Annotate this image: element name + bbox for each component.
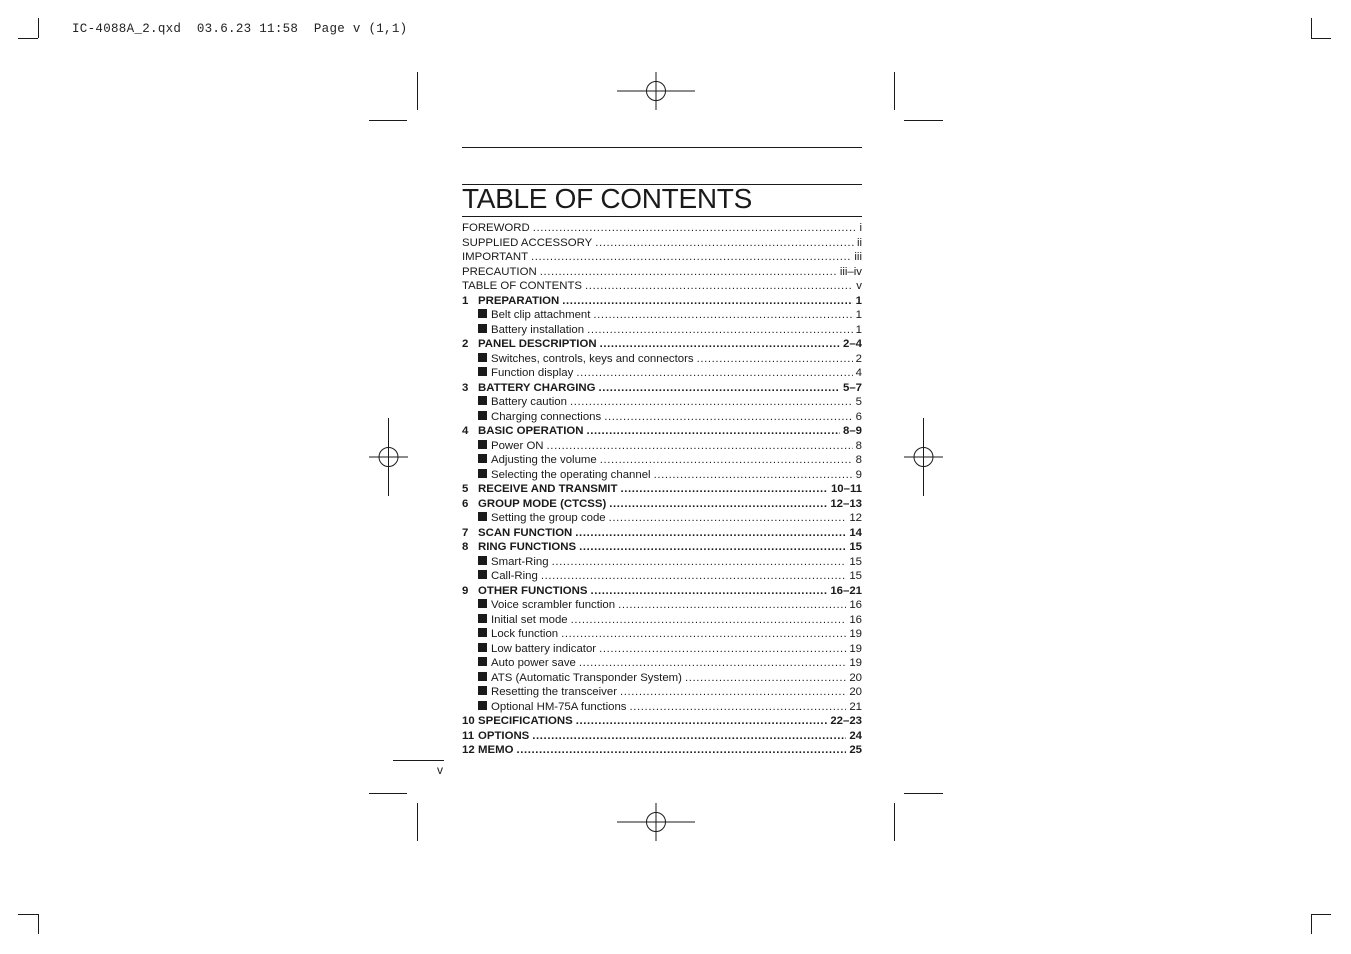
toc-entry[interactable] <box>462 352 862 367</box>
toc-entry-label: PREPARATION <box>478 294 560 307</box>
dot-leader <box>599 642 846 657</box>
registration-mark-right <box>904 418 943 496</box>
toc-entry[interactable] <box>462 555 862 570</box>
toc-chapter-number: 11 <box>462 729 475 742</box>
toc-chapter-number: 8 <box>462 541 469 553</box>
dot-leader <box>609 497 827 512</box>
toc-chapter-number: 9 <box>462 584 469 597</box>
toc-entry-label: OTHER FUNCTIONS <box>478 584 588 597</box>
toc-entry[interactable] <box>462 526 862 541</box>
toc-page-number: 16 <box>849 599 862 611</box>
dot-leader <box>579 540 846 555</box>
square-bullet-icon <box>478 469 487 478</box>
toc-entry[interactable] <box>462 323 862 338</box>
toc-entry-label: PANEL DESCRIPTION <box>478 338 597 350</box>
toc-entry-label: TABLE OF CONTENTS <box>462 280 583 292</box>
toc-entry-label: RECEIVE AND TRANSMIT <box>478 483 618 495</box>
dot-leader <box>595 236 854 251</box>
toc-entry[interactable] <box>462 337 862 352</box>
dot-leader <box>571 613 847 628</box>
square-bullet-icon <box>478 411 487 420</box>
dot-leader <box>620 685 846 700</box>
dot-leader <box>590 584 827 599</box>
toc-entry-label: PRECAUTION <box>462 265 537 278</box>
toc-page-number: 4 <box>855 367 862 379</box>
toc-entry-label: Setting the group code <box>491 512 606 524</box>
dot-leader <box>585 279 853 294</box>
toc-entry-label: Low battery indicator <box>491 642 597 655</box>
square-bullet-icon <box>478 672 487 681</box>
square-bullet-icon <box>478 570 487 579</box>
toc-entry[interactable] <box>462 308 862 323</box>
toc-entry-label: IMPORTANT <box>462 251 529 263</box>
page-title: TABLE OF CONTENTS <box>462 183 752 214</box>
toc-chapter-number: 1 <box>462 294 469 307</box>
title-bottom-rule <box>462 216 862 217</box>
toc-entry-label: BASIC OPERATION <box>478 425 584 437</box>
square-bullet-icon <box>478 686 487 695</box>
dot-leader <box>516 743 846 758</box>
dot-leader <box>697 352 853 367</box>
toc-entry-label: Adjusting the volume <box>491 454 597 466</box>
toc-page-number: 8 <box>855 454 862 466</box>
toc-page-number: 1 <box>855 309 862 321</box>
dot-leader <box>576 366 852 381</box>
file-slug-line: IC-4088A_2.qxd 03.6.23 11:58 Page v (1,1) <box>72 22 408 36</box>
toc-entry[interactable] <box>462 250 862 265</box>
toc-page-number: 24 <box>849 729 862 742</box>
toc-entry[interactable] <box>462 671 862 686</box>
dot-leader <box>541 569 846 584</box>
dot-leader <box>562 294 852 309</box>
dot-leader <box>575 526 846 541</box>
toc-page-number: 19 <box>849 657 862 669</box>
square-bullet-icon <box>478 309 487 318</box>
toc-page-number: 5 <box>855 396 862 408</box>
toc-entry-label: Lock function <box>491 628 559 640</box>
toc-page-number: 16 <box>849 613 862 626</box>
dot-leader <box>579 656 846 671</box>
dot-leader <box>618 598 846 613</box>
toc-entry-label: SCAN FUNCTION <box>478 526 573 539</box>
toc-entry[interactable] <box>462 497 862 512</box>
page-number: v <box>437 763 443 777</box>
toc-entry[interactable] <box>462 613 862 628</box>
toc-entry-label: OPTIONS <box>478 729 530 742</box>
square-bullet-icon <box>478 396 487 405</box>
toc-entry-label: Voice scrambler function <box>491 599 616 611</box>
dot-leader <box>561 627 846 642</box>
toc-entry-label: Charging connections <box>491 410 602 423</box>
toc-entry[interactable] <box>462 395 862 410</box>
toc-entry-label: FOREWORD <box>462 222 530 234</box>
toc-page-number: iii <box>854 251 862 263</box>
toc-entry[interactable] <box>462 584 862 599</box>
toc-entry[interactable] <box>462 279 862 294</box>
toc-entry[interactable] <box>462 381 862 396</box>
toc-chapter-number: 12 <box>462 744 475 756</box>
toc-entry-label: GROUP MODE (CTCSS) <box>478 497 607 510</box>
toc-page-number: 15 <box>849 555 862 568</box>
toc-entry[interactable] <box>462 714 862 729</box>
toc-entry[interactable] <box>462 410 862 425</box>
toc-chapter-number: 4 <box>462 425 469 437</box>
toc-page-number: 8–9 <box>842 425 862 437</box>
toc-page-number: 5–7 <box>842 381 862 394</box>
folio-rule <box>393 760 444 761</box>
toc-entry[interactable] <box>462 424 862 439</box>
toc-page-number: 8 <box>855 439 862 452</box>
toc-page-number: v <box>856 280 862 292</box>
toc-page-number: 15 <box>849 570 862 582</box>
toc-page-number: 22–23 <box>830 715 862 727</box>
toc-page-number: 2 <box>855 352 862 365</box>
toc-entry[interactable] <box>462 453 862 468</box>
toc-entry-label: Power ON <box>491 439 544 452</box>
toc-entry-label: Optional HM-75A functions <box>491 700 627 713</box>
toc-chapter-number: 6 <box>462 497 469 510</box>
toc-chapter-number: 10 <box>462 715 475 727</box>
square-bullet-icon <box>478 324 487 333</box>
toc-page-number: 19 <box>849 628 862 640</box>
toc-page-number: ii <box>856 236 862 249</box>
toc-page-number: 10–11 <box>830 483 862 495</box>
dot-leader <box>609 511 847 526</box>
toc-page-number: 21 <box>849 700 862 713</box>
toc-page-number: 6 <box>855 410 862 423</box>
toc-entry-label: Call-Ring <box>491 570 538 582</box>
toc-entry-label: Selecting the operating channel <box>491 468 651 481</box>
toc-page-number: 15 <box>849 541 862 553</box>
dot-leader <box>600 337 840 352</box>
toc-page-number: 19 <box>849 642 862 655</box>
toc-page-number: 1 <box>855 294 862 307</box>
toc-list <box>462 221 862 758</box>
toc-entry[interactable] <box>462 700 862 715</box>
header-rule <box>462 147 862 148</box>
square-bullet-icon <box>478 614 487 623</box>
dot-leader <box>599 381 840 396</box>
square-bullet-icon <box>478 454 487 463</box>
dot-leader <box>552 555 847 570</box>
toc-entry[interactable] <box>462 511 862 526</box>
dot-leader <box>547 439 853 454</box>
toc-entry[interactable] <box>462 468 862 483</box>
square-bullet-icon <box>478 643 487 652</box>
toc-entry[interactable] <box>462 439 862 454</box>
toc-page-number: 16–21 <box>830 584 862 597</box>
dot-leader <box>587 323 853 338</box>
toc-page-number: 12 <box>849 512 862 524</box>
square-bullet-icon <box>478 353 487 362</box>
toc-entry-label: Resetting the transceiver <box>491 686 617 698</box>
dot-leader <box>685 671 846 686</box>
square-bullet-icon <box>478 440 487 449</box>
toc-chapter-number: 7 <box>462 526 469 539</box>
toc-page-number: 2–4 <box>842 338 862 350</box>
toc-entry[interactable] <box>462 482 862 497</box>
toc-entry-label: Auto power save <box>491 657 576 669</box>
toc-entry[interactable] <box>462 569 862 584</box>
toc-chapter-number: 2 <box>462 338 469 350</box>
square-bullet-icon <box>478 599 487 608</box>
toc-entry[interactable] <box>462 540 862 555</box>
toc-entry-label: Function display <box>491 367 574 379</box>
dot-leader <box>570 395 853 410</box>
toc-page-number: 20 <box>849 686 862 698</box>
toc-entry[interactable] <box>462 294 862 309</box>
square-bullet-icon <box>478 512 487 521</box>
toc-entry[interactable] <box>462 221 862 236</box>
square-bullet-icon <box>478 628 487 637</box>
dot-leader <box>620 482 828 497</box>
toc-entry-label: SUPPLIED ACCESSORY <box>462 236 593 249</box>
toc-entry[interactable] <box>462 366 862 381</box>
toc-page-number: i <box>859 222 862 234</box>
dot-leader <box>586 424 840 439</box>
square-bullet-icon <box>478 367 487 376</box>
toc-entry[interactable] <box>462 743 862 758</box>
toc-page-number: 1 <box>855 323 862 336</box>
toc-entry-label: SPECIFICATIONS <box>478 715 573 727</box>
toc-page-number: 14 <box>849 526 862 539</box>
toc-page-number: 12–13 <box>830 497 862 510</box>
dot-leader <box>531 250 851 265</box>
toc-entry[interactable] <box>462 236 862 251</box>
registration-mark-top <box>617 72 695 110</box>
toc-entry-label: Battery caution <box>491 396 567 408</box>
toc-page-number: 20 <box>849 671 862 684</box>
toc-entry-label: Battery installation <box>491 323 585 336</box>
dot-leader <box>604 410 852 425</box>
toc-entry[interactable] <box>462 685 862 700</box>
toc-page-number: 25 <box>849 744 862 756</box>
toc-entry-label: BATTERY CHARGING <box>478 381 596 394</box>
dot-leader <box>576 714 828 729</box>
toc-entry[interactable] <box>462 627 862 642</box>
dot-leader <box>630 700 847 715</box>
dot-leader <box>540 265 837 280</box>
toc-chapter-number: 3 <box>462 381 469 394</box>
toc-entry-label: Switches, controls, keys and connectors <box>491 352 694 365</box>
toc-entry[interactable] <box>462 598 862 613</box>
registration-mark-bottom <box>617 803 695 841</box>
toc-entry-label: Belt clip attachment <box>491 309 591 321</box>
toc-entry[interactable] <box>462 642 862 657</box>
square-bullet-icon <box>478 657 487 666</box>
dot-leader <box>533 221 857 236</box>
toc-page-number: 9 <box>855 468 862 481</box>
toc-entry-label: Initial set mode <box>491 613 568 626</box>
toc-entry[interactable] <box>462 265 862 280</box>
dot-leader <box>600 453 853 468</box>
toc-entry-label: RING FUNCTIONS <box>478 541 577 553</box>
toc-entry-label: Smart-Ring <box>491 555 549 568</box>
toc-entry-label: MEMO <box>478 744 514 756</box>
toc-entry[interactable] <box>462 729 862 744</box>
square-bullet-icon <box>478 701 487 710</box>
dot-leader <box>532 729 846 744</box>
square-bullet-icon <box>478 556 487 565</box>
toc-page-number: iii–iv <box>839 265 862 278</box>
dot-leader <box>593 308 852 323</box>
dot-leader <box>654 468 853 483</box>
toc-entry-label: ATS (Automatic Transponder System) <box>491 671 682 684</box>
toc-entry[interactable] <box>462 656 862 671</box>
registration-mark-left <box>369 418 408 496</box>
toc-chapter-number: 5 <box>462 483 469 495</box>
